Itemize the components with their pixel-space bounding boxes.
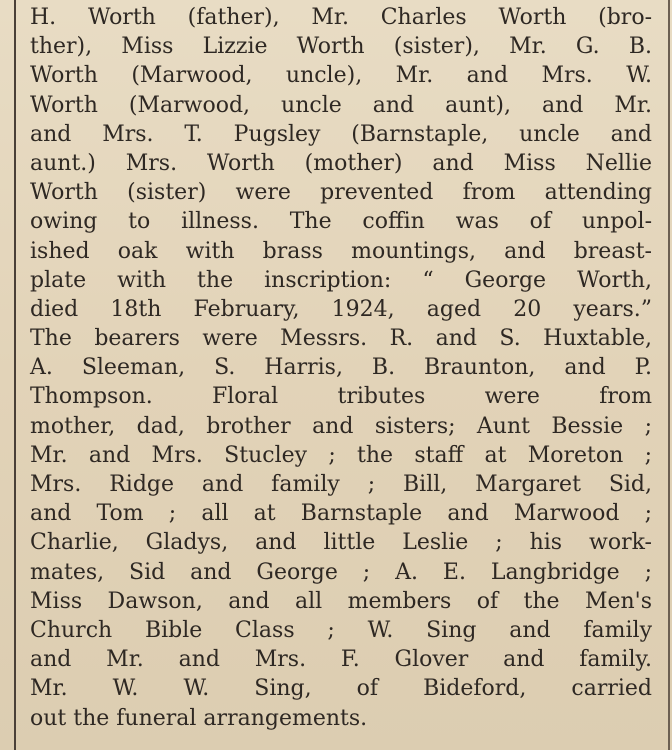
text-line: Mr. and Mrs. Stucley ; the staff at Moreton ; <box>30 442 652 468</box>
text-line: Mrs. Ridge and family ; Bill, Margaret Sid, <box>30 472 652 497</box>
column-rule-right <box>668 0 670 750</box>
text-line: ther), Miss Lizzie Worth (sister), Mr. G. B. <box>30 34 652 60</box>
text-line: Thompson. Floral tributes were from <box>30 384 652 410</box>
text-line: Mr. W. W. Sing, of Bideford, carried <box>30 676 652 702</box>
text-line: A. Sleeman, S. Harris, B. Braunton, and P. <box>30 355 652 381</box>
text-line: Church Bible Class ; W. Sing and family <box>30 617 652 643</box>
text-line: Worth (Marwood, uncle and aunt), and Mr. <box>30 92 652 118</box>
text-line: aunt.) Mrs. Worth (mother) and Miss Nellie <box>30 150 652 176</box>
text-line: ished oak with brass mountings, and breast- <box>30 238 652 264</box>
text-line: and Mr. and Mrs. F. Glover and family. <box>30 647 652 673</box>
text-line: H. Worth (father), Mr. Charles Worth (bro- <box>30 5 652 30</box>
text-line: mates, Sid and George ; A. E. Langbridge ; <box>30 559 652 585</box>
text-line: Miss Dawson, and all members of the Men's <box>30 588 652 614</box>
text-line: Charlie, Gladys, and little Leslie ; his work- <box>30 530 652 556</box>
column-rule-left <box>14 0 16 750</box>
text-line: owing to illness. The coffin was of unpol- <box>30 209 652 235</box>
text-line: plate with the inscription: “ George Worth, <box>30 267 652 293</box>
text-line: mother, dad, brother and sisters; Aunt Bessie ; <box>30 413 652 439</box>
article-column <box>30 3 652 733</box>
text-line: Worth (Marwood, uncle), Mr. and Mrs. W. <box>30 63 652 89</box>
text-line: The bearers were Messrs. R. and S. Huxtable, <box>30 326 652 352</box>
text-line: out the funeral arrangements. <box>30 705 368 731</box>
text-line: and Mrs. T. Pugsley (Barnstaple, uncle and <box>30 121 652 147</box>
text-line: Worth (sister) were prevented from attending <box>30 180 652 206</box>
text-line: and Tom ; all at Barnstaple and Marwood ; <box>30 501 652 527</box>
text-line: died 18th February, 1924, aged 20 years.” <box>30 296 652 322</box>
